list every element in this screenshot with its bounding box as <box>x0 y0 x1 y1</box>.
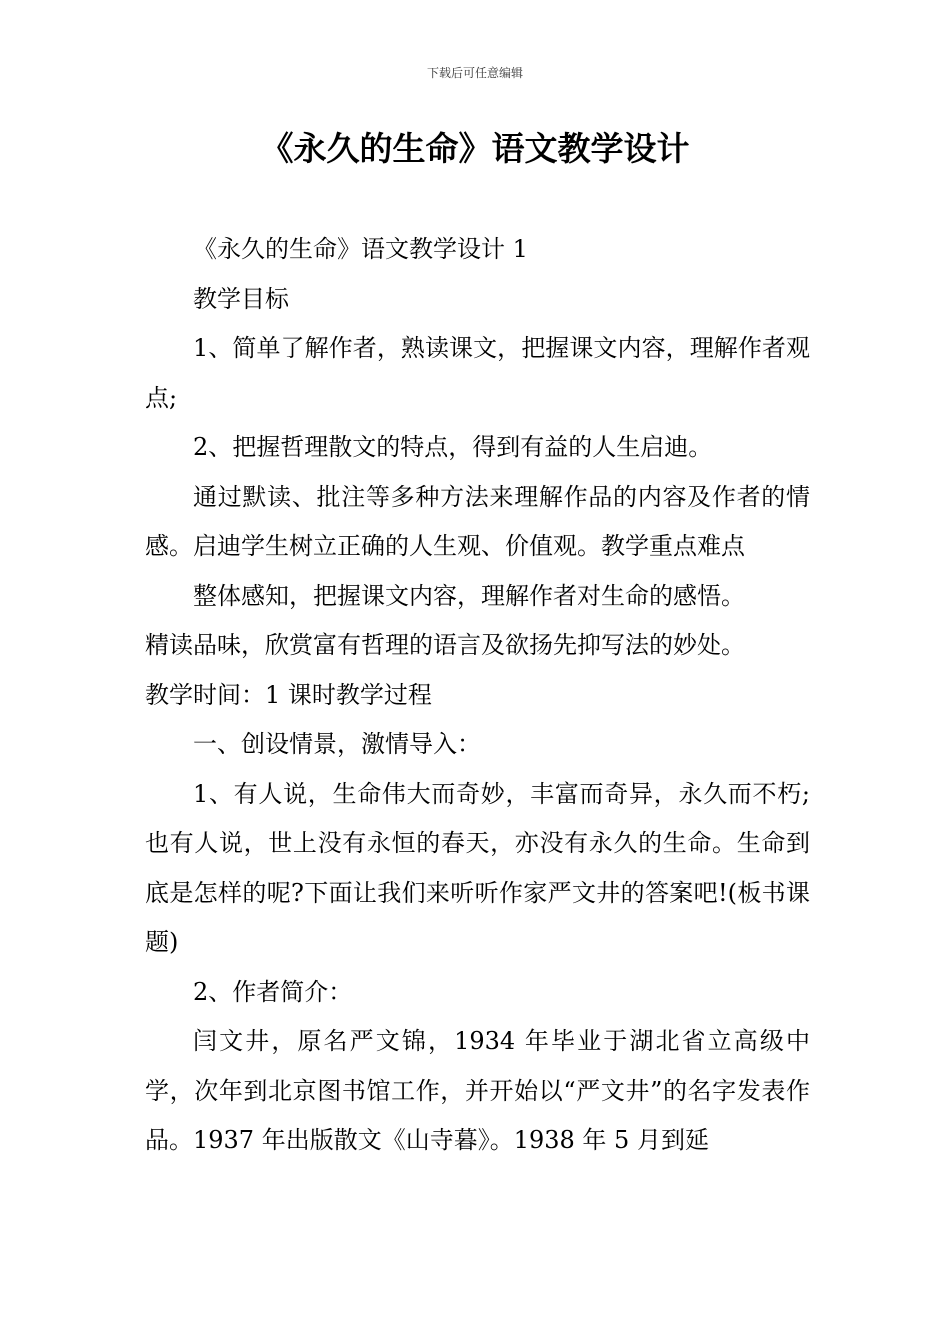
paragraph-methods: 通过默读、批注等多种方法来理解作品的内容及作者的情感。启迪学生树立正确的人生观、价值观。教学重点难点 <box>145 482 810 560</box>
paragraph-objective-2: 2、把握哲理散文的特点，得到有益的人生启迪。 <box>193 433 713 461</box>
document-title: 《永久的生命》语文教学设计 <box>260 129 690 168</box>
paragraph-author-heading: 2、作者简介： <box>193 977 353 1006</box>
header-note: 下载后可任意编辑 <box>426 66 523 80</box>
paragraph-author-bio: 闫文井，原名严文锦，1934 年毕业于湖北省立高级中学，次年到北京图书馆工作，并开始以“严文井”的名字发表作品。1937 年出版散文《山寺暮》。1938 年 5 月到延 <box>145 1027 810 1154</box>
document-body <box>145 225 810 1166</box>
paragraph-section-1: 一、创设情景，激情导入： <box>193 730 481 758</box>
paragraph-heading-objectives: 教学目标 <box>193 284 289 313</box>
paragraph-subtitle: 《永久的生命》语文教学设计 1 <box>193 235 528 263</box>
paragraph-objective-1: 1、简单了解作者，熟读课文，把握课文内容，理解作者观点; <box>145 334 810 412</box>
paragraph-intro: 1、有人说，生命伟大而奇妙，丰富而奇异，永久而不朽;也有人说，世上没有永恒的春天，亦没有永久的生命。生命到底是怎样的呢?下面让我们来听听作家严文井的答案吧!(板书课题) <box>145 779 810 956</box>
paragraph-close-reading: 精读品味，欣赏富有哲理的语言及欲扬先抑写法的妙处。 <box>145 631 745 659</box>
paragraph-time: 教学时间：1 课时教学过程 <box>145 680 432 709</box>
paragraph-key-points: 整体感知，把握课文内容，理解作者对生命的感悟。 <box>193 581 745 610</box>
